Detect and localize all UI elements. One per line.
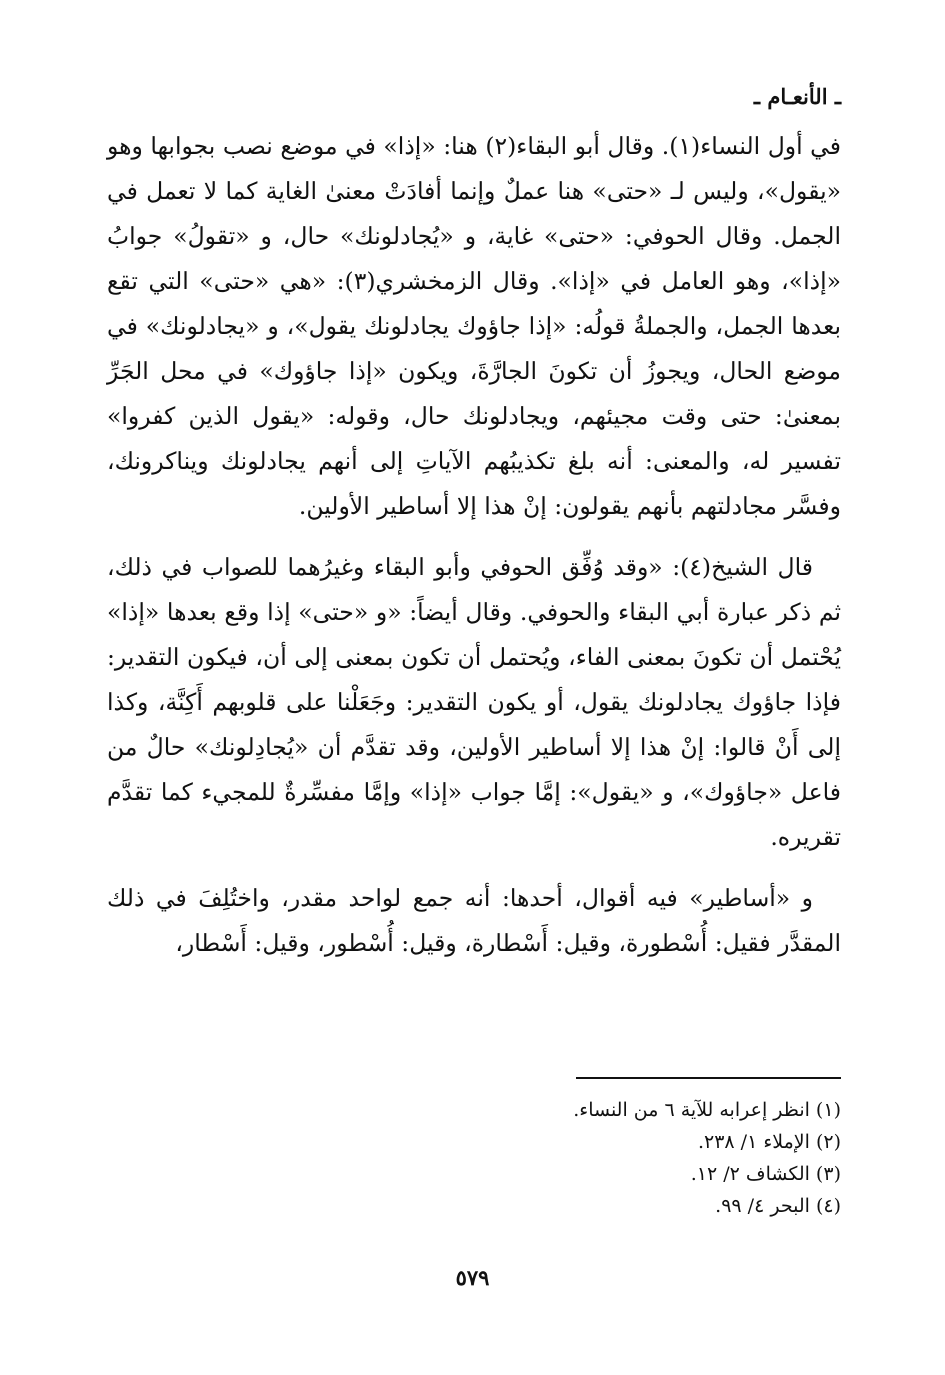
main-text (107, 124, 841, 982)
running-header: ـ الأنعـام ـ (753, 84, 841, 109)
footnotes (107, 1094, 841, 1222)
footnote-separator (576, 1077, 841, 1079)
page-number: ٥٧٩ (455, 1265, 490, 1290)
footnote-3: (٣) الكشاف ٢/ ١٢. (690, 1163, 841, 1185)
paragraph-2: قال الشيخ(٤): «وقد وُفِّق الحوفي وأبو البقاء وغيرُهما للصواب في ذلك، ثم ذكر عبارة أبي البقاء والحوفي. وقال أيضاً: «و «حتى» إذا وقع بعدها «إذا» يُحْتمل أن تكونَ بمعنى الفاء، ويُحتمل أن تكون بمعنى إلى أن، فيكون التقدير: فإذا جاؤوك يجادلونك يقول، أو يكون التقدير: وجَعَلْنا على قلوبهم أَكِنَّة، وكذا إلى أَنْ قالوا: إنْ هذا إلا أساطير الأولين، وقد تقدَّم أن «يُجادِلونك» حالٌ من فاعل «جاؤوك»، و «يقول»: إمَّا جواب «إذا» وإمَّا مفسِّرةٌ للمجيء كما تقدَّم تقريره. (107, 553, 841, 851)
footnote-4: (٤) البحر ٤/ ٩٩. (715, 1195, 841, 1217)
footnote-2: (٢) الإملاء ١/ ٢٣٨. (697, 1131, 841, 1153)
paragraph-1: في أول النساء(١). وقال أبو البقاء(٢) هنا: «إذا» في موضع نصب بجوابها وهو «يقول»، وليس لـ «حتى» هنا عملٌ وإنما أفادَتْ معنىٰ الغاية كما لا تعمل في الجمل. وقال الحوفي: «حتى» غاية، و «يُجادلونك» حال، و «تقولُ» جوابُ «إذا»، وهو العامل في «إذا». وقال الزمخشري(٣): «هي «حتى» التي تقع بعدها الجمل، والجملةُ قولُه: «إذا جاؤوك يجادلونك يقول»، و «يجادلونك» في موضع الحال، ويجوزُ أن تكونَ الجارَّةَ، ويكون «إذا جاؤوك» في محل الجَرِّ بمعنىٰ: حتى وقت مجيئهم، ويجادلونك حال، وقوله: «يقول الذين كفروا» تفسير له، والمعنى: أنه بلغ تكذيبُهم الآياتِ إلى أنهم يجادلونك ويناكرونك، وفسَّر مجادلتهم بأنهم يقولون: إنْ هذا إلا أساطير الأولين. (107, 132, 841, 520)
paragraph-3: و «أساطير» فيه أقوال، أحدها: أنه جمع لواحد مقدر، واختُلِفَ في ذلك المقدَّر فقيل: أُسْطورة، وقيل: أَسْطارة، وقيل: أُسْطور، وقيل: أَسْطار، (107, 884, 841, 957)
footnote-1: (١) انظر إعرابه للآية ٦ من النساء. (573, 1099, 841, 1121)
